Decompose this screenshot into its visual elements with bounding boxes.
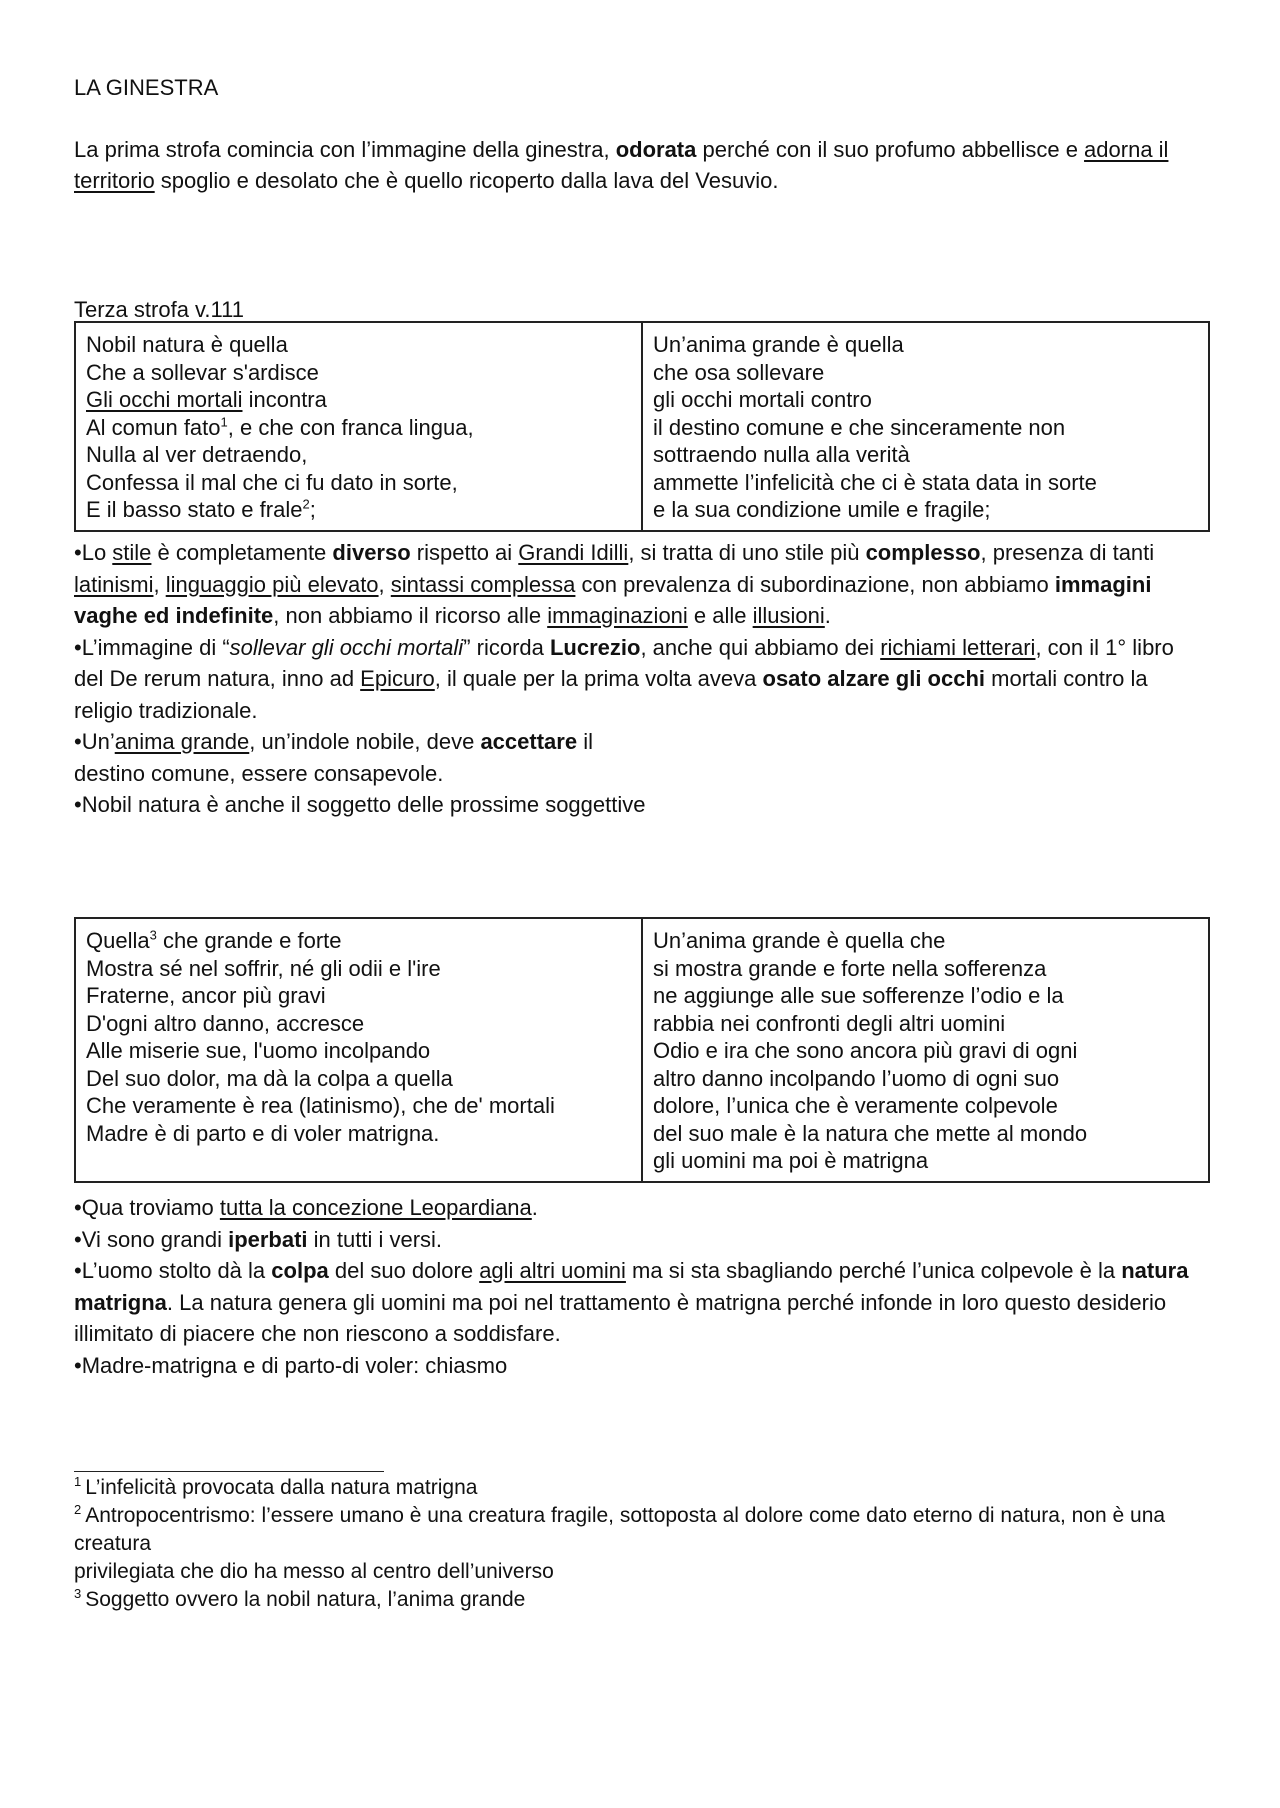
verse-text: E il basso stato e frale (86, 497, 303, 522)
note-paragraph: •Qua troviamo tutta la concezione Leopardiana. (74, 1195, 538, 1220)
verse-line: D'ogni altro danno, accresce (86, 1010, 365, 1036)
intro-paragraph (74, 134, 1184, 196)
intro-underlined: adorna il territorio (74, 137, 1169, 193)
footnote-text: Soggetto ovvero la nobil natura, l’anima grande (85, 1588, 526, 1611)
paraphrase-line: rabbia nei confronti degli altri uomini (653, 1010, 1006, 1036)
intro-bold-odorata: odorata (615, 137, 697, 162)
paraphrase-line: e la sua condizione umile e fragile; (653, 497, 991, 522)
verse-line: Che veramente è rea (latinismo), che de' mortali (86, 1093, 555, 1118)
paraphrase-line: sottraendo nulla alla verità (653, 442, 910, 467)
paraphrase-line: Un’anima grande è quella (653, 332, 904, 357)
footnote-text: L’infelicità provocata dalla natura matrigna (85, 1476, 478, 1499)
original-verse-cell (75, 918, 642, 1182)
note-paragraph: •Vi sono grandi iperbati in tutti i versi. (74, 1226, 443, 1252)
note-paragraph: •Un’anima grande, un’indole nobile, deve accettare il destino comune, essere consapevole. (74, 729, 593, 786)
verse-line: Fraterne, ancor più gravi (86, 983, 326, 1008)
footnote-1 (74, 1474, 1204, 1502)
verse-line: Mostra sé nel soffrir, né gli odii e l'ire (86, 955, 441, 981)
paraphrase-cell (642, 322, 1209, 531)
verse-line (86, 386, 631, 414)
verse-line (86, 414, 631, 442)
footnote-2 (74, 1502, 1204, 1586)
paraphrase-line: si mostra grande e forte nella sofferenza (653, 955, 1047, 981)
footnote-number: 1 (74, 1474, 82, 1489)
footnotes (74, 1474, 1204, 1614)
verse-text: incontra (242, 387, 327, 412)
paraphrase-line: del suo male è la natura che mette al mondo (653, 1120, 1088, 1146)
paraphrase-line: dolore, l’unica che è veramente colpevole (653, 1093, 1058, 1118)
footnote-ref: 1 (220, 414, 228, 430)
verse-table-1 (74, 321, 1210, 532)
paraphrase-line: ammette l’infelicità che ci è stata data in sorte (653, 469, 1097, 495)
paraphrase-line: il destino comune e che sinceramente non (653, 414, 1066, 440)
verse-text: Al comun fato (86, 414, 221, 440)
verse-underlined: Gli occhi mortali (86, 387, 243, 412)
paraphrase-line: che osa sollevare (653, 359, 825, 385)
verse-line: Alle miserie sue, l'uomo incolpando (86, 1038, 431, 1063)
footnote-separator (74, 1471, 384, 1472)
footnote-ref: 3 (149, 927, 157, 943)
intro-text: La prima strofa comincia con l’immagine della ginestra, (74, 137, 616, 162)
verse-line: Nulla al ver detraendo, (86, 442, 308, 467)
intro-text: perché con il suo profumo abbellisce e (696, 137, 1085, 162)
footnote-number: 3 (74, 1586, 82, 1601)
note-paragraph: •Lo stile è completamente diverso rispetto ai Grandi Idilli, si tratta di uno stile più complesso, presenza di tanti latinismi, linguaggio più elevato, sintassi complessa con prevalenza di subordinazione, non abbiamo immagini vaghe ed indefinite, non abbiamo il ricorso alle immaginazioni e alle illusioni. (74, 540, 1155, 628)
paraphrase-line: Odio e ira che sono ancora più gravi di ogni (653, 1038, 1078, 1063)
note-paragraph: •Nobil natura è anche il soggetto delle prossime soggettive (74, 792, 646, 817)
note-paragraph: •L’immagine di “sollevar gli occhi mortali” ricorda Lucrezio, anche qui abbiamo dei richiami letterari, con il 1° libro del De rerum natura, inno ad Epicuro, il quale per la prima volta aveva osato alzare gli occhi mortali contro la religio tradizionale. (74, 634, 1174, 723)
footnote-text: privilegiata che dio ha messo al centro dell’universo (74, 1560, 554, 1583)
original-verse-cell (75, 322, 642, 531)
verse-line: Confessa il mal che ci fu dato in sorte, (86, 469, 458, 495)
footnote-3 (74, 1586, 1204, 1614)
footnote-text: Antropocentrismo: l’essere umano è una creatura fragile, sottoposta al dolore come dato eterno di natura, non è una creatura (74, 1504, 1166, 1555)
notes-block-2 (74, 1192, 1194, 1381)
verse-text: Quella (86, 928, 150, 953)
verse-line (86, 496, 631, 524)
note-paragraph: •Madre-matrigna e di parto-di voler: chiasmo (74, 1352, 508, 1378)
footnote-ref: 2 (302, 496, 310, 512)
verse-text: ; (309, 497, 316, 522)
verse-line (86, 927, 631, 955)
verse-text: che grande e forte (156, 928, 342, 953)
verse-text: , e che con franca lingua, (227, 414, 474, 440)
paraphrase-line: altro danno incolpando l’uomo di ogni suo (653, 1065, 1060, 1091)
section-label: Terza strofa v.111 (74, 297, 244, 322)
paraphrase-line: Un’anima grande è quella che (653, 928, 946, 953)
verse-table-2 (74, 917, 1210, 1183)
verse-line: Madre è di parto e di voler matrigna. (86, 1120, 440, 1146)
footnote-number: 2 (74, 1502, 82, 1517)
paraphrase-cell (642, 918, 1209, 1182)
document-page (74, 72, 1214, 1611)
verse-line: Nobil natura è quella (86, 332, 288, 357)
paraphrase-line: gli uomini ma poi è matrigna (653, 1148, 929, 1173)
verse-line: Che a sollevar s'ardisce (86, 359, 319, 385)
note-paragraph: •L’uomo stolto dà la colpa del suo dolore agli altri uomini ma si sta sbagliando perché l’unica colpevole è la natura matrigna. La natura genera gli uomini ma poi nel trattamento è matrigna perché infonde in loro questo desiderio illimitato di piacere che non riescono a soddisfare. (74, 1258, 1189, 1346)
document-title: LA GINESTRA (74, 75, 219, 100)
notes-block-1 (74, 537, 1194, 821)
paraphrase-line: ne aggiunge alle sue sofferenze l’odio e la (653, 983, 1064, 1008)
verse-line: Del suo dolor, ma dà la colpa a quella (86, 1065, 453, 1091)
paraphrase-line: gli occhi mortali contro (653, 387, 872, 412)
intro-text: spoglio e desolato che è quello ricoperto dalla lava del Vesuvio. (154, 168, 779, 193)
